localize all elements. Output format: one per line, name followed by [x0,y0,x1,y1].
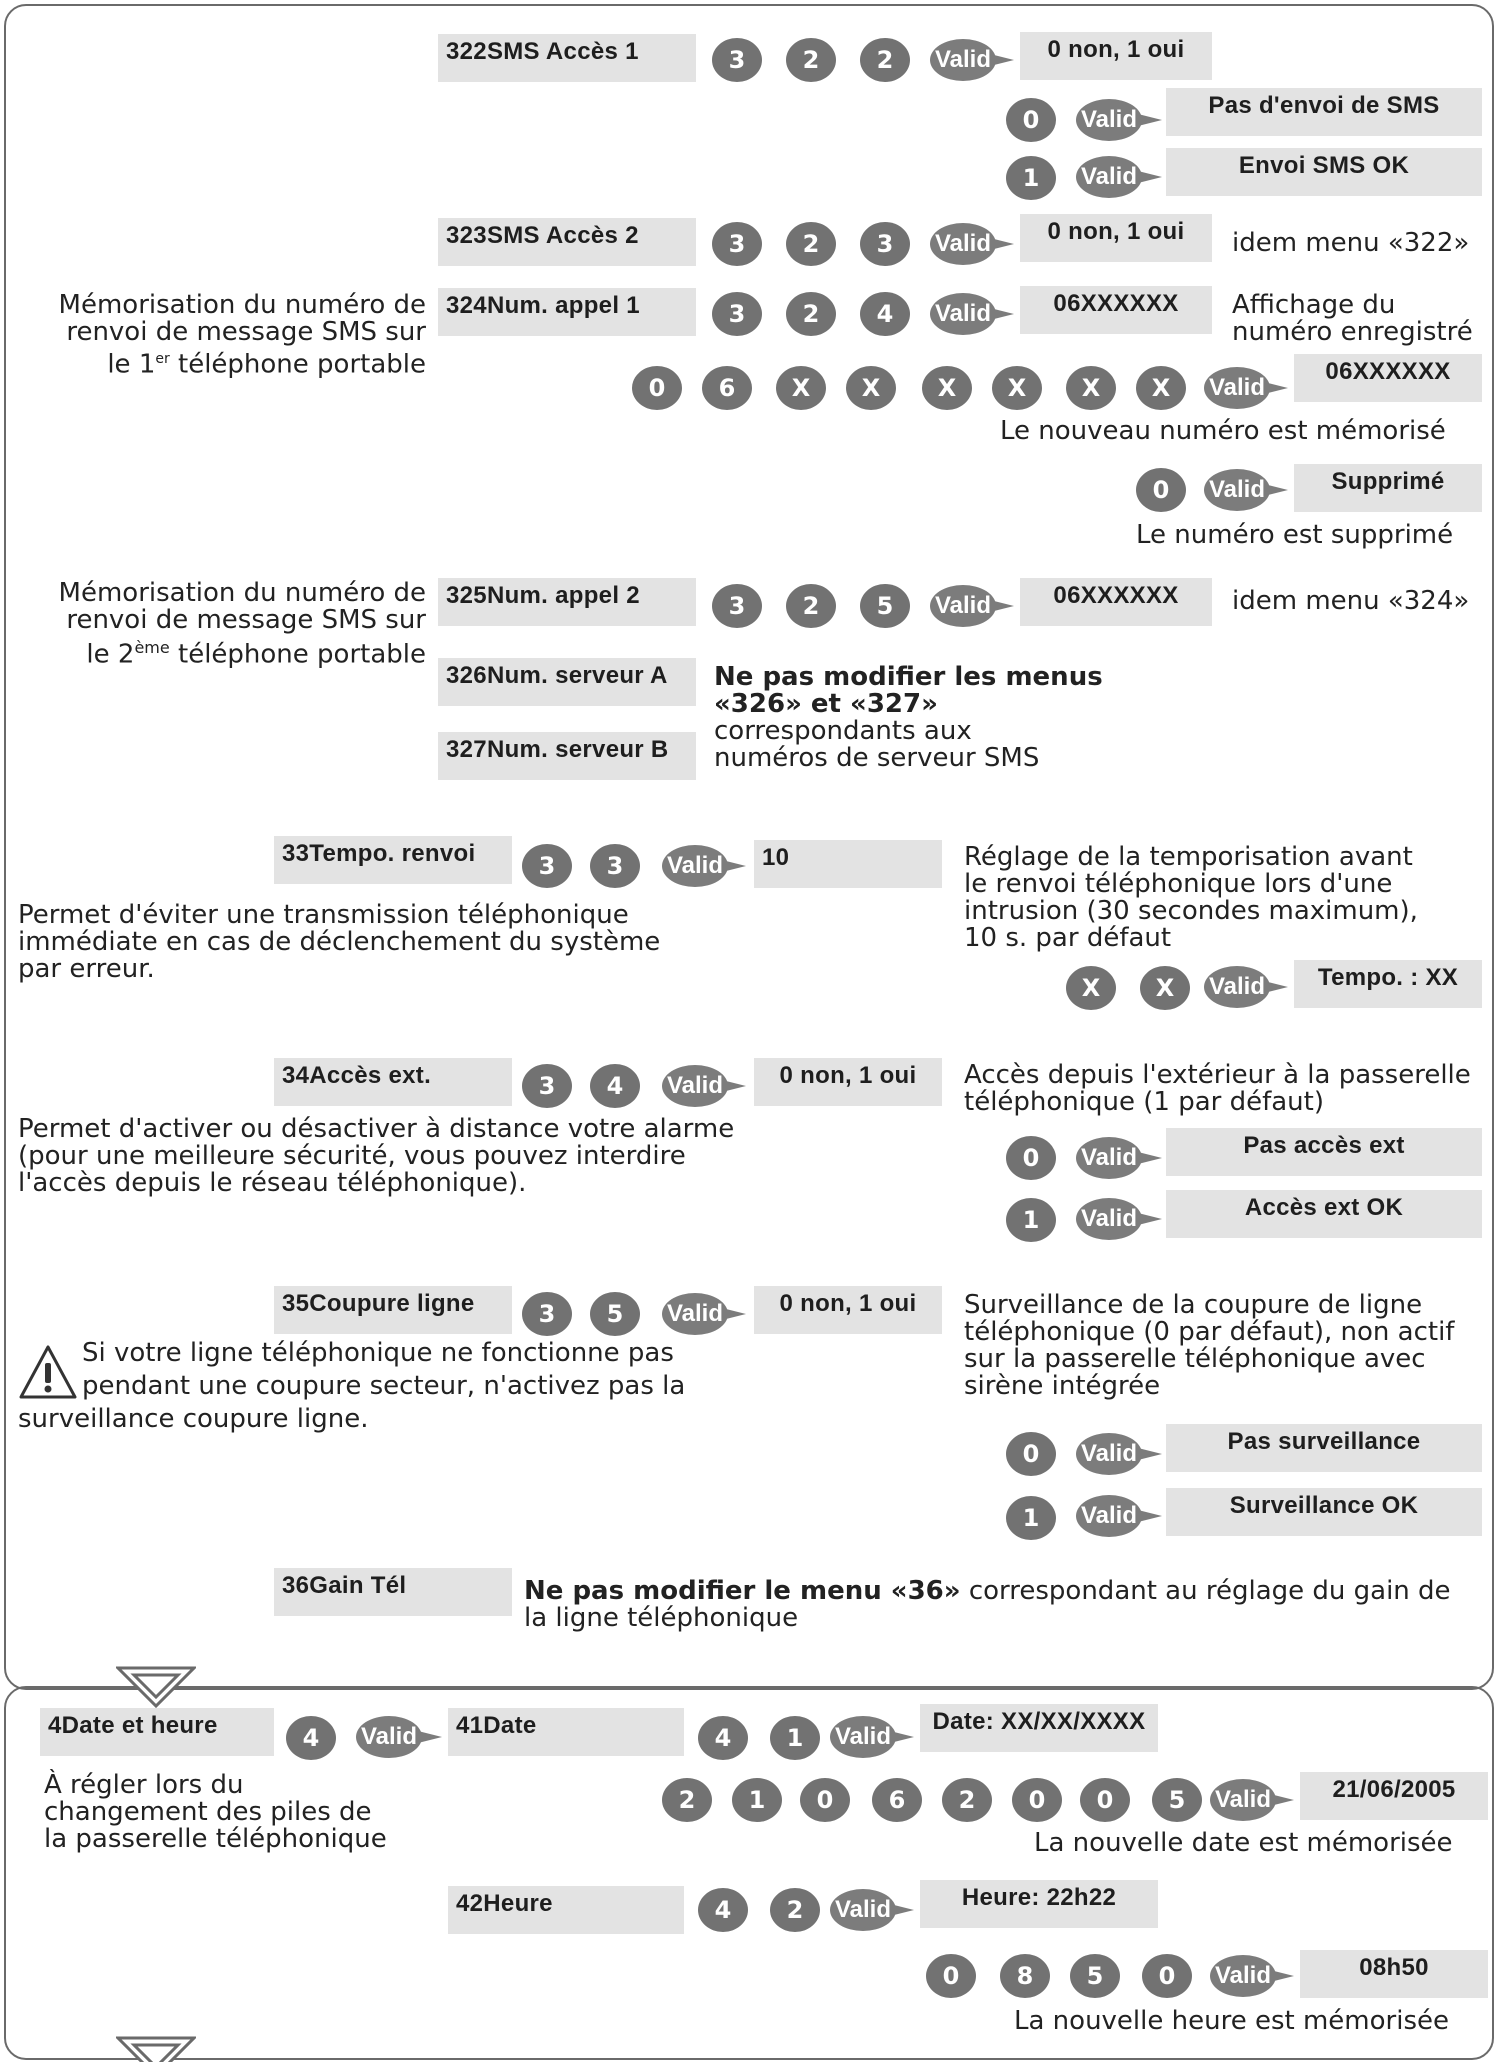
valid-key[interactable]: Valid [1076,1137,1142,1179]
lcd-menu-35: 35Coupure ligne [274,1286,512,1334]
pointer-arrow [990,238,1014,250]
lcd-new-time: 08h50 [1300,1950,1488,1998]
lcd-value-324: 06XXXXXX [1020,286,1212,334]
key-3[interactable]: 3 [522,844,572,888]
key-5[interactable]: 5 [590,1292,640,1336]
desc-34-left: Permet d'activer ou désactiver à distance votre alarme (pour une meilleure sécurité, vous pouvez interdire l'accès depuis le réseau téléphonique). [18,1114,735,1198]
key-6[interactable]: 6 [702,366,752,410]
key-0[interactable]: 0 [1006,1136,1056,1180]
note-36: Ne pas modifier le menu «36» correspondant au réglage du gain de la ligne téléphonique [524,1576,1451,1633]
key-x[interactable]: X [992,366,1042,410]
valid-key[interactable]: Valid [830,1889,896,1931]
pointer-arrow [1264,981,1288,993]
valid-key[interactable]: Valid [930,223,996,265]
valid-key[interactable]: Valid [1076,1495,1142,1537]
valid-key[interactable]: Valid [1204,469,1270,511]
key-4[interactable]: 4 [698,1716,748,1760]
valid-key[interactable]: Valid [662,845,728,887]
key-4[interactable]: 4 [698,1888,748,1932]
pointer-arrow [1270,1794,1294,1806]
valid-key[interactable]: Valid [1076,1433,1142,1475]
key-3[interactable]: 3 [712,38,762,82]
lcd-option-no-surv: Pas surveillance [1166,1424,1482,1472]
key-0[interactable]: 0 [1012,1778,1062,1822]
key-5[interactable]: 5 [1070,1954,1120,1998]
key-1[interactable]: 1 [732,1778,782,1822]
key-2[interactable]: 2 [942,1778,992,1822]
key-0[interactable]: 0 [1136,468,1186,512]
key-4[interactable]: 4 [590,1064,640,1108]
pointer-arrow [1264,484,1288,496]
valid-key[interactable]: Valid [356,1716,422,1758]
lcd-option-no-ext: Pas accès ext [1166,1128,1482,1176]
pointer-arrow [1138,1448,1162,1460]
key-3[interactable]: 3 [860,222,910,266]
lcd-menu-41: 41Date [448,1708,684,1756]
key-3[interactable]: 3 [712,292,762,336]
key-1[interactable]: 1 [1006,156,1056,200]
desc-325: Mémorisation du numéro de renvoi de message SMS sur le 2ème téléphone portable [58,578,426,670]
pointer-arrow [418,1731,442,1743]
desc-33-left: Permet d'éviter une transmission téléphonique immédiate en cas de déclenchement du système par erreur. [18,900,661,984]
key-x[interactable]: X [922,366,972,410]
key-0[interactable]: 0 [1142,1954,1192,1998]
desc-menu-4: À régler lors du changement des piles de la passerelle téléphonique [44,1770,387,1854]
key-x[interactable]: X [1136,366,1186,410]
lcd-option-ext-ok: Accès ext OK [1166,1190,1482,1238]
pointer-arrow [1138,1213,1162,1225]
lcd-value-34: 0 non, 1 oui [754,1058,942,1106]
lcd-time-value: Heure: 22h22 [920,1880,1158,1928]
lcd-value-35: 0 non, 1 oui [754,1286,942,1334]
lcd-value-33: 10 [754,840,942,888]
valid-key[interactable]: Valid [1210,1955,1276,1997]
key-4[interactable]: 4 [286,1716,336,1760]
lcd-deleted-324: Supprimé [1294,464,1482,512]
lcd-menu-34: 34Accès ext. [274,1058,512,1106]
pointer-arrow [722,1308,746,1320]
lcd-value-323: 0 non, 1 oui [1020,214,1212,262]
note-idem-322: idem menu «322» [1232,228,1470,258]
key-0[interactable]: 0 [632,366,682,410]
key-0[interactable]: 0 [800,1778,850,1822]
key-2[interactable]: 2 [786,222,836,266]
key-x[interactable]: X [1066,366,1116,410]
key-0[interactable]: 0 [1080,1778,1130,1822]
menu-arrow-icon [116,2036,196,2062]
key-4[interactable]: 4 [860,292,910,336]
key-5[interactable]: 5 [1152,1778,1202,1822]
note-idem-324: idem menu «324» [1232,586,1470,616]
key-2[interactable]: 2 [786,292,836,336]
pointer-arrow [1138,114,1162,126]
pointer-arrow [890,1904,914,1916]
lcd-menu-326: 326Num. serveur A [438,658,696,706]
lcd-option-no-sms: Pas d'envoi de SMS [1166,88,1482,136]
lcd-value-322: 0 non, 1 oui [1020,32,1212,80]
key-1[interactable]: 1 [1006,1198,1056,1242]
note-new-date: La nouvelle date est mémorisée [1034,1828,1453,1858]
lcd-option-surv-ok: Surveillance OK [1166,1488,1482,1536]
note-new-number: Le nouveau numéro est mémorisé [1000,416,1446,446]
key-3[interactable]: 3 [712,222,762,266]
lcd-menu-323: 323SMS Accès 2 [438,218,696,266]
lcd-value-325: 06XXXXXX [1020,578,1212,626]
lcd-menu-33: 33Tempo. renvoi [274,836,512,884]
key-2[interactable]: 2 [786,584,836,628]
lcd-menu-36: 36Gain Tél [274,1568,512,1616]
key-1[interactable]: 1 [1006,1496,1056,1540]
lcd-option-sms-ok: Envoi SMS OK [1166,148,1482,196]
key-2[interactable]: 2 [662,1778,712,1822]
pointer-arrow [1264,382,1288,394]
key-1[interactable]: 1 [770,1716,820,1760]
menu-arrow-icon [116,1666,196,1708]
desc-35-right: Surveillance de la coupure de ligne téléphonique (0 par défaut), non actif sur la passerelle téléphonique avec sirène intégrée [964,1290,1455,1401]
pointer-arrow [1270,1970,1294,1982]
pointer-arrow [890,1731,914,1743]
lcd-date-value: Date: XX/XX/XXXX [920,1704,1158,1752]
note-new-time: La nouvelle heure est mémorisée [1014,2006,1449,2036]
lcd-new-number-324: 06XXXXXX [1294,354,1482,402]
pointer-arrow [722,1080,746,1092]
key-0[interactable]: 0 [1006,98,1056,142]
note-number-deleted: Le numéro est supprimé [1136,520,1454,550]
valid-key[interactable]: Valid [662,1065,728,1107]
lcd-menu-324: 324Num. appel 1 [438,288,696,336]
warning-35: Si votre ligne téléphonique ne fonctionne pas pendant une coupure secteur, n'activez pas la surveillance coupure ligne. [18,1338,686,1434]
key-0[interactable]: 0 [1006,1432,1056,1476]
key-2[interactable]: 2 [786,38,836,82]
key-5[interactable]: 5 [860,584,910,628]
pointer-arrow [1138,171,1162,183]
valid-key[interactable]: Valid [1204,966,1270,1008]
key-6[interactable]: 6 [872,1778,922,1822]
valid-key[interactable]: Valid [930,585,996,627]
lcd-new-date: 21/06/2005 [1300,1772,1488,1820]
key-3[interactable]: 3 [522,1292,572,1336]
key-8[interactable]: 8 [1000,1954,1050,1998]
pointer-arrow [990,308,1014,320]
desc-34-right: Accès depuis l'extérieur à la passerelle téléphonique (1 par défaut) [964,1060,1471,1117]
lcd-menu-325: 325Num. appel 2 [438,578,696,626]
key-3[interactable]: 3 [590,844,640,888]
lcd-menu-42: 42Heure [448,1886,684,1934]
valid-key[interactable]: Valid [662,1293,728,1335]
desc-324: Mémorisation du numéro de renvoi de message SMS sur le 1er téléphone portable [58,290,426,380]
key-x[interactable]: X [776,366,826,410]
key-3[interactable]: 3 [712,584,762,628]
lcd-menu-322: 322SMS Accès 1 [438,34,696,82]
key-3[interactable]: 3 [522,1064,572,1108]
key-x[interactable]: X [1066,966,1116,1010]
pointer-arrow [722,860,746,872]
valid-key[interactable]: Valid [1076,99,1142,141]
valid-key[interactable]: Valid [830,1716,896,1758]
valid-key[interactable]: Valid [1076,1198,1142,1240]
pointer-arrow [990,600,1014,612]
key-0[interactable]: 0 [926,1954,976,1998]
lcd-tempo-result: Tempo. : XX [1294,960,1482,1008]
valid-key[interactable]: Valid [1076,156,1142,198]
note-server-menus: Ne pas modifier les menus «326» et «327» correspondants aux numéros de serveur SMS [714,662,1103,773]
valid-key[interactable]: Valid [1204,367,1270,409]
key-x[interactable]: X [1140,966,1190,1010]
valid-key[interactable]: Valid [930,293,996,335]
pointer-arrow [1138,1152,1162,1164]
lcd-menu-327: 327Num. serveur B [438,732,696,780]
note-affichage-324: Affichage du numéro enregistré [1232,290,1473,347]
key-2[interactable]: 2 [860,38,910,82]
pointer-arrow [990,54,1014,66]
valid-key[interactable]: Valid [930,39,996,81]
pointer-arrow [1138,1510,1162,1522]
lcd-menu-4: 4Date et heure [40,1708,274,1756]
desc-33-right: Réglage de la temporisation avant le renvoi téléphonique lors d'une intrusion (30 secondes maximum), 10 s. par défaut [964,842,1418,953]
key-x[interactable]: X [846,366,896,410]
valid-key[interactable]: Valid [1210,1779,1276,1821]
key-2[interactable]: 2 [770,1888,820,1932]
